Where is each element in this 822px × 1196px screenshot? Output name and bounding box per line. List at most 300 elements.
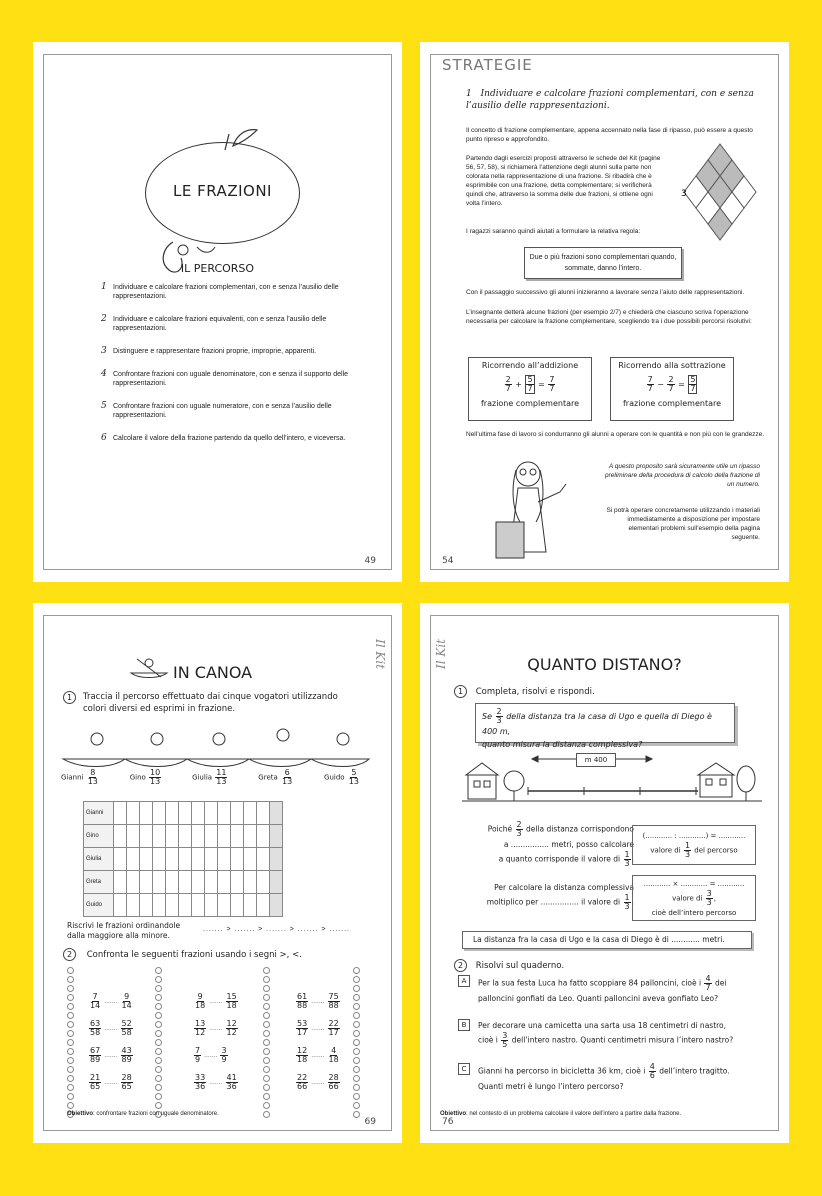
kit-side-label: Il Kit (373, 639, 387, 670)
spiral-ring (67, 1075, 74, 1082)
comparison-blank[interactable]: ....... (104, 1025, 118, 1032)
objective-number: 6 (101, 433, 107, 443)
rowers-illustration (61, 721, 371, 771)
grid-cell[interactable] (179, 894, 192, 917)
problem-text-a: della distanza tra la casa di Ugo e quella di Diego è 400 m, (482, 712, 712, 736)
grid-cell[interactable] (153, 871, 166, 894)
grid-cell[interactable] (231, 894, 244, 917)
objective-text: Calcolare il valore della frazione partendo da quello dell’intero, e viceversa. (113, 435, 346, 442)
spiral-ring (353, 1003, 360, 1010)
spiral-ring (353, 967, 360, 974)
spiral-ring (263, 1093, 270, 1100)
comparison-pair (295, 993, 341, 1010)
objective-label: Obiettivo (67, 1111, 94, 1117)
objective-text: Confrontare frazioni con uguale denominatore, con e senza il supporto delle rappresentazioni. (113, 371, 349, 387)
fraction: $\frac{9}{18}$ (195, 992, 206, 1010)
objective-text: Confrontare frazioni con uguale numeratore, con e senza l’ausilio delle rappresentazioni. (113, 403, 332, 419)
problem-letter: A (458, 975, 470, 987)
paragraph-6: Nell’ultima fase di lavoro si condurranno gli alunni a operare con le quantità e non più con le grandezze. (466, 431, 765, 438)
page-number: 54 (442, 556, 454, 566)
comparison-blank[interactable]: ....... (209, 998, 223, 1005)
grid-cell[interactable] (127, 871, 140, 894)
spiral-binding-3 (263, 967, 270, 1120)
step-1c: a ................ metri, posso calcolare (503, 840, 634, 849)
page-49 (33, 42, 402, 582)
diamond-label: 3 (681, 189, 687, 199)
step-2-box-line1: ............ × ............ = ............ (643, 880, 745, 888)
grid-row-label: Guido (84, 894, 114, 917)
compare-column-2 (193, 993, 239, 1101)
spiral-ring (67, 1102, 74, 1109)
problem-text: Per la sua festa Luca ha fatto scoppiare 84 palloncini, cioè i $\frac{4}{7}$ dei palloncini gonfiati da Leo. Quanti palloncini aveva gonfiato Leo? (478, 974, 727, 1003)
grid-cell[interactable] (140, 825, 153, 848)
subtraction-equation: $\frac{7}{7}$ − $\frac{2}{7}$ = $\frac{5}{7}$ (647, 375, 696, 393)
spiral-ring (155, 976, 162, 983)
step-2-box[interactable]: ............ × ............ = ............ valore di $\frac{3}{3}$ , cioè dell’intero percorso (632, 875, 756, 921)
spiral-ring (263, 1111, 270, 1118)
exercise-number: 1 (454, 685, 467, 698)
comparison-blank[interactable]: ....... (209, 1025, 223, 1032)
grid-row (84, 848, 283, 871)
spiral-ring (67, 1057, 74, 1064)
compare-column-1 (88, 993, 134, 1101)
objective-item (101, 283, 366, 301)
section-subtitle: IL PERCORSO (180, 262, 255, 275)
grid-cell[interactable] (257, 894, 270, 917)
paragraph-3: I ragazzi saranno quindi aiutati a formulare la relativa regola: (466, 228, 641, 235)
spiral-ring (67, 967, 74, 974)
grid-cell[interactable] (140, 848, 153, 871)
spiral-ring (155, 1066, 162, 1073)
grid-cell[interactable] (218, 802, 231, 825)
grid-cell[interactable] (114, 848, 127, 871)
exercise-2 (63, 948, 302, 961)
fraction: $\frac{33}{36}$ (195, 1073, 206, 1091)
spiral-ring (353, 985, 360, 992)
grid-cell[interactable] (231, 825, 244, 848)
grid-cell[interactable] (205, 848, 218, 871)
grid-cell[interactable] (270, 802, 283, 825)
grid-cell[interactable] (270, 894, 283, 917)
comparison-blank[interactable]: ....... (104, 1052, 118, 1059)
grid-cell[interactable] (192, 848, 205, 871)
objective-number: 1 (101, 282, 107, 292)
comparison-blank[interactable]: ....... (311, 1079, 325, 1086)
heading-text: Individuare e calcolare frazioni complementari, con e senza l’ausilio delle rappresentazioni. (466, 89, 754, 111)
spiral-ring (67, 985, 74, 992)
grid-cell[interactable] (244, 871, 257, 894)
grid-cell[interactable] (153, 825, 166, 848)
spiral-ring (155, 967, 162, 974)
spiral-ring (67, 1066, 74, 1073)
teacher-illustration (480, 452, 590, 567)
grid-cell[interactable] (218, 848, 231, 871)
diamond-grid-illustration (675, 142, 765, 252)
comparison-pair (295, 1047, 341, 1064)
grid-cell[interactable] (244, 848, 257, 871)
page-76 (420, 603, 789, 1143)
problem-box: Se $\frac{2}{3}$ della distanza tra la casa di Ugo e quella di Diego è 400 m, quanto misura la distanza complessiva? (475, 703, 735, 743)
grid-cell[interactable] (179, 871, 192, 894)
fraction: $\frac{3}{9}$ (221, 1046, 227, 1064)
step-2b: moltiplico per ................ il valore di (486, 897, 621, 907)
spiral-ring (263, 1084, 270, 1091)
spiral-ring (263, 1039, 270, 1046)
grid-cell[interactable] (192, 871, 205, 894)
grid-cell[interactable] (114, 825, 127, 848)
distance-label: m 400 (576, 753, 616, 767)
step-1a: Poiché (487, 824, 513, 834)
objectives-list (101, 283, 366, 457)
grid-cell[interactable] (166, 825, 179, 848)
addition-label: frazione complementare (480, 399, 580, 408)
step-1-box-line2a: valore di (650, 846, 681, 855)
spiral-ring (353, 976, 360, 983)
objective-note (440, 1111, 681, 1117)
grid-row (84, 871, 283, 894)
page-number: 76 (442, 1117, 454, 1127)
grid-cell[interactable] (140, 894, 153, 917)
exercise-1 (63, 691, 353, 714)
objective-text: : nel contesto di un problema calcolare il valore dell’intero a partire dalla frazione. (466, 1111, 682, 1117)
problem-c (458, 1063, 758, 1093)
grid-cell[interactable] (257, 825, 270, 848)
spiral-ring (263, 967, 270, 974)
spiral-ring (263, 1102, 270, 1109)
spiral-ring (67, 1093, 74, 1100)
problem-text: Per decorare una camicetta una sarta usa 18 centimetri di nastro, cioè i $\frac{3}{5}$ dell’intero nastro. Quanti centimetri misura l’intero nastro? (478, 1021, 734, 1049)
page-title: QUANTO DISTANO? (527, 655, 682, 674)
exercise-number: 1 (63, 691, 76, 704)
step-2-box-line3: cioè dell’intero percorso (651, 909, 737, 917)
grid-cell[interactable] (153, 802, 166, 825)
spiral-ring (155, 1048, 162, 1055)
problem-letter: C (458, 1063, 470, 1075)
paragraph-5: L’insegnante detterà alcune frazioni (per esempio 2/7) e chiederà che ciascuno scriva l’operazione necessaria per calcolare la frazione complementare, scegliendo tra i due possibili percorsi risolutivi: (466, 309, 752, 325)
grid-cell[interactable] (218, 871, 231, 894)
objective-number: 4 (101, 369, 107, 379)
rower-label: Gino $\frac{10}{13}$ (129, 768, 161, 786)
spiral-ring (263, 976, 270, 983)
strategy-heading (466, 88, 766, 112)
spiral-ring (263, 1066, 270, 1073)
rower-label: Gianni $\frac{8}{13}$ (61, 768, 98, 786)
step-1d: a quanto corrisponde il valore di (498, 854, 621, 864)
grid-cell[interactable] (153, 894, 166, 917)
problem-se: Se (482, 712, 492, 721)
grid-cell[interactable] (244, 894, 257, 917)
order-answer-line[interactable]: ....... > ....... > ....... > ....... > ....... (203, 926, 350, 933)
spiral-ring (263, 1075, 270, 1082)
fraction: $\frac{22}{17}$ (328, 1019, 339, 1037)
objective-number: 3 (101, 346, 107, 356)
rowers-names (61, 769, 361, 786)
grid-cell[interactable] (140, 871, 153, 894)
problem-a (458, 975, 758, 1005)
spiral-ring (263, 1048, 270, 1055)
fraction: $\frac{61}{88}$ (297, 992, 308, 1010)
route-grid (83, 801, 283, 917)
grid-cell[interactable] (179, 848, 192, 871)
fraction: $\frac{41}{36}$ (226, 1073, 237, 1091)
fraction: $\frac{28}{65}$ (121, 1073, 132, 1091)
fraction: $\frac{4}{18}$ (328, 1046, 339, 1064)
spiral-ring (67, 976, 74, 983)
spiral-binding-2 (155, 967, 162, 1120)
grid-cell[interactable] (179, 802, 192, 825)
grid-cell[interactable] (166, 802, 179, 825)
grid-cell[interactable] (127, 848, 140, 871)
rower-label: Guido $\frac{5}{13}$ (324, 768, 359, 786)
problem-b (458, 1019, 758, 1049)
spiral-ring (155, 985, 162, 992)
spiral-ring (155, 994, 162, 1001)
grid-cell[interactable] (205, 894, 218, 917)
grid-cell[interactable] (231, 802, 244, 825)
grid-cell[interactable] (127, 894, 140, 917)
spiral-ring (353, 1030, 360, 1037)
fraction: $\frac{43}{89}$ (121, 1046, 132, 1064)
step-2a: Per calcolare la distanza complessiva (494, 883, 634, 892)
paragraph-2: Partendo dagli esercizi proposti attraverso le schede del Kit (pagine 56, 57, 58), si richiamerà l’attenzione degli alunni sulla parte non colorata nella rappresentazione di una frazione. Si ribadirà che è esprimibile con una frazione, detta complementare; si verificherà quindi che, attraverso la somma delle due frazioni, si ottiene ogni volta l’intero. (466, 155, 661, 207)
grid-cell[interactable] (257, 848, 270, 871)
objective-item (101, 370, 366, 388)
fraction: $\frac{52}{58}$ (121, 1019, 132, 1037)
spiral-ring (67, 1003, 74, 1010)
grid-cell[interactable] (114, 802, 127, 825)
spiral-ring (353, 1021, 360, 1028)
comparison-pair (193, 1020, 239, 1037)
spiral-ring (263, 1003, 270, 1010)
comparison-pair (88, 1047, 134, 1064)
grid-cell[interactable] (270, 848, 283, 871)
spiral-ring (67, 1048, 74, 1055)
objective-item (101, 434, 366, 443)
grid-cell[interactable] (192, 825, 205, 848)
paragraph-7: A questo proposito sarà sicuramente utile un ripasso preliminare della procedura di calcolo della frazione di un numero. (604, 463, 760, 488)
step-1-box-line2b: del percorso (694, 846, 738, 855)
comparison-blank[interactable]: ....... (311, 1025, 325, 1032)
grid-cell[interactable] (166, 848, 179, 871)
step-1-box[interactable]: (............ : ............) = ............ valore di $\frac{1}{3}$ del percorso (632, 825, 756, 865)
fraction: $\frac{8}{13}$ (87, 768, 98, 786)
comparison-blank[interactable]: ....... (104, 998, 118, 1005)
objective-text: : confrontare frazioni con uguale denominatore. (93, 1111, 219, 1117)
spiral-ring (155, 1084, 162, 1091)
grid-cell[interactable] (257, 871, 270, 894)
spiral-ring (353, 1012, 360, 1019)
fraction: $\frac{13}{12}$ (195, 1019, 206, 1037)
objective-item (101, 347, 366, 356)
grid-cell[interactable] (205, 825, 218, 848)
grid-cell[interactable] (270, 871, 283, 894)
spiral-ring (353, 1075, 360, 1082)
grid-cell[interactable] (231, 871, 244, 894)
problem-text-b: quanto misura la distanza complessiva? (482, 740, 643, 749)
grid-cell[interactable] (270, 825, 283, 848)
spiral-ring (353, 1039, 360, 1046)
objective-item (101, 315, 366, 333)
rower-label: Giulia $\frac{11}{13}$ (192, 768, 227, 786)
heading-number: 1 (466, 89, 472, 99)
grid-cell[interactable] (179, 825, 192, 848)
objective-label: Obiettivo (440, 1111, 467, 1117)
canoe-icon (129, 655, 169, 681)
fraction: $\frac{3}{5}$ (502, 1031, 508, 1049)
spiral-ring (353, 1111, 360, 1118)
addition-title: Ricorrendo all’addizione (481, 361, 579, 370)
grid-row-label: Greta (84, 871, 114, 894)
exercise-2 (454, 959, 564, 972)
fraction: $\frac{12}{12}$ (226, 1019, 237, 1037)
spiral-ring (263, 985, 270, 992)
kit-side-label: Il Kit (434, 639, 448, 670)
grid-cell[interactable] (153, 848, 166, 871)
spiral-binding-4 (353, 967, 360, 1120)
objective-number: 2 (101, 314, 107, 324)
fraction: $\frac{21}{65}$ (90, 1073, 101, 1091)
spiral-ring (155, 1003, 162, 1010)
fraction: $\frac{22}{66}$ (297, 1073, 308, 1091)
objective-number: 5 (101, 401, 107, 411)
spiral-ring (263, 1012, 270, 1019)
spiral-ring (353, 1093, 360, 1100)
step-2-box-line2: valore di (672, 894, 703, 903)
fraction: $\frac{7}{14}$ (90, 992, 101, 1010)
spiral-ring (263, 1030, 270, 1037)
comparison-blank[interactable]: ....... (104, 1079, 118, 1086)
grid-row (84, 894, 283, 917)
grid-cell[interactable] (205, 802, 218, 825)
problem-letter: B (458, 1019, 470, 1031)
page-title: LE FRAZIONI (173, 182, 272, 200)
subtraction-box (610, 357, 734, 421)
spiral-ring (263, 994, 270, 1001)
fraction: $\frac{67}{89}$ (90, 1046, 101, 1064)
grid-cell[interactable] (192, 894, 205, 917)
rule-box: Due o più frazioni sono complementari quando, sommate, danno l’intero. (524, 247, 682, 279)
spiral-ring (353, 1048, 360, 1055)
fraction: $\frac{9}{14}$ (121, 992, 132, 1010)
section-header: STRATEGIE (442, 56, 533, 74)
fraction: $\frac{28}{66}$ (328, 1073, 339, 1091)
grid-row (84, 825, 283, 848)
answer-box[interactable]: La distanza fra la casa di Ugo e la casa di Diego è di ............ metri. (462, 931, 752, 949)
spiral-ring (67, 1030, 74, 1037)
step-1-box-line1: (............ : ............) = ............ (642, 832, 746, 840)
page-69 (33, 603, 402, 1143)
grid-cell[interactable] (244, 825, 257, 848)
spiral-ring (263, 1021, 270, 1028)
subtraction-title: Ricorrendo alla sottrazione (618, 361, 726, 370)
grid-row-label: Gianni (84, 802, 114, 825)
spiral-ring (263, 1057, 270, 1064)
fraction: $\frac{11}{13}$ (216, 768, 227, 786)
spiral-ring (353, 1066, 360, 1073)
compare-column-3 (295, 993, 341, 1101)
spiral-ring (155, 1039, 162, 1046)
spiral-ring (67, 1021, 74, 1028)
page-title: IN CANOA (173, 663, 253, 682)
grid-cell[interactable] (127, 825, 140, 848)
comparison-pair (295, 1020, 341, 1037)
comparison-pair (295, 1074, 341, 1091)
rower-label: Greta $\frac{6}{13}$ (258, 768, 293, 786)
fraction: $\frac{75}{88}$ (328, 992, 339, 1010)
comparison-pair (88, 1074, 134, 1091)
fraction: $\frac{5}{13}$ (348, 768, 359, 786)
spiral-ring (67, 1084, 74, 1091)
spiral-ring (155, 1021, 162, 1028)
spiral-ring (67, 1012, 74, 1019)
fraction: $\frac{53}{17}$ (297, 1019, 308, 1037)
spiral-ring (353, 1057, 360, 1064)
objective-text: Individuare e calcolare frazioni complementari, con e senza l’ausilio delle rappresentazioni. (113, 284, 339, 300)
spiral-ring (155, 1030, 162, 1037)
comparison-pair (193, 1074, 239, 1091)
page-number: 49 (364, 556, 376, 566)
spiral-ring (155, 1057, 162, 1064)
grid-row-label: Giulia (84, 848, 114, 871)
grid-cell[interactable] (140, 802, 153, 825)
exercise-1-text: Traccia il percorso effettuato dai cinque vogatori utilizzando colori diversi ed esprimi in frazione. (83, 692, 338, 714)
spiral-ring (67, 994, 74, 1001)
objective-text: Distinguere e rappresentare frazioni proprie, improprie, apparenti. (113, 348, 317, 355)
paragraph-8: Si potrà operare concretamente utilizzando i materiali immediatamente a disposizione per impostare elementari problemi sull’esempio della pagina seguente. (606, 507, 760, 541)
spiral-ring (353, 1102, 360, 1109)
fraction: $\frac{12}{18}$ (297, 1046, 308, 1064)
paragraph-4: Con il passaggio successivo gli alunni inizieranno a lavorare senza l’aiuto delle rappresentazioni. (466, 289, 745, 296)
grid-cell[interactable] (244, 802, 257, 825)
fraction: $\frac{10}{13}$ (150, 768, 161, 786)
grid-cell[interactable] (127, 802, 140, 825)
grid-cell[interactable] (114, 894, 127, 917)
fraction: $\frac{63}{58}$ (90, 1019, 101, 1037)
fraction: $\frac{4}{7}$ (705, 974, 711, 992)
grid-cell[interactable] (231, 848, 244, 871)
comparison-pair (193, 993, 239, 1010)
objective-note (67, 1111, 219, 1117)
page-54 (420, 42, 789, 582)
order-instruction: Riscrivi le frazioni ordinandole dalla maggiore alla minore. (67, 921, 181, 940)
grid-cell[interactable] (205, 871, 218, 894)
comparison-blank[interactable]: ....... (311, 1052, 325, 1059)
page-number: 69 (364, 1117, 376, 1127)
grid-cell[interactable] (166, 871, 179, 894)
exercise-number: 2 (454, 959, 467, 972)
comparison-blank[interactable]: ....... (311, 998, 325, 1005)
exercise-2-text: Confronta le seguenti frazioni usando i segni >, <. (86, 950, 302, 960)
grid-cell[interactable] (257, 802, 270, 825)
comparison-blank[interactable]: ....... (209, 1079, 223, 1086)
fraction: $\frac{7}{9}$ (195, 1046, 201, 1064)
grid-cell[interactable] (218, 825, 231, 848)
fraction: $\frac{15}{18}$ (226, 992, 237, 1010)
grid-cell[interactable] (218, 894, 231, 917)
grid-cell[interactable] (192, 802, 205, 825)
comparison-blank[interactable]: ....... (204, 1052, 218, 1059)
spiral-ring (353, 994, 360, 1001)
spiral-ring (353, 1084, 360, 1091)
grid-cell[interactable] (114, 871, 127, 894)
spiral-ring (155, 1093, 162, 1100)
addition-equation: $\frac{2}{7}$ + $\frac{5}{7}$ = $\frac{7}{7}$ (505, 375, 555, 393)
step-2-text: Per calcolare la distanza complessiva moltiplico per ................ il valore di $\frac{1}{3}$ . (486, 883, 634, 911)
grid-cell[interactable] (166, 894, 179, 917)
spiral-binding-1 (67, 967, 74, 1120)
paragraph-1: Il concetto di frazione complementare, appena accennato nella fase di ripasso, può essere a questo punto ripreso e approfondito. (466, 127, 753, 143)
exercise-1 (454, 685, 595, 698)
